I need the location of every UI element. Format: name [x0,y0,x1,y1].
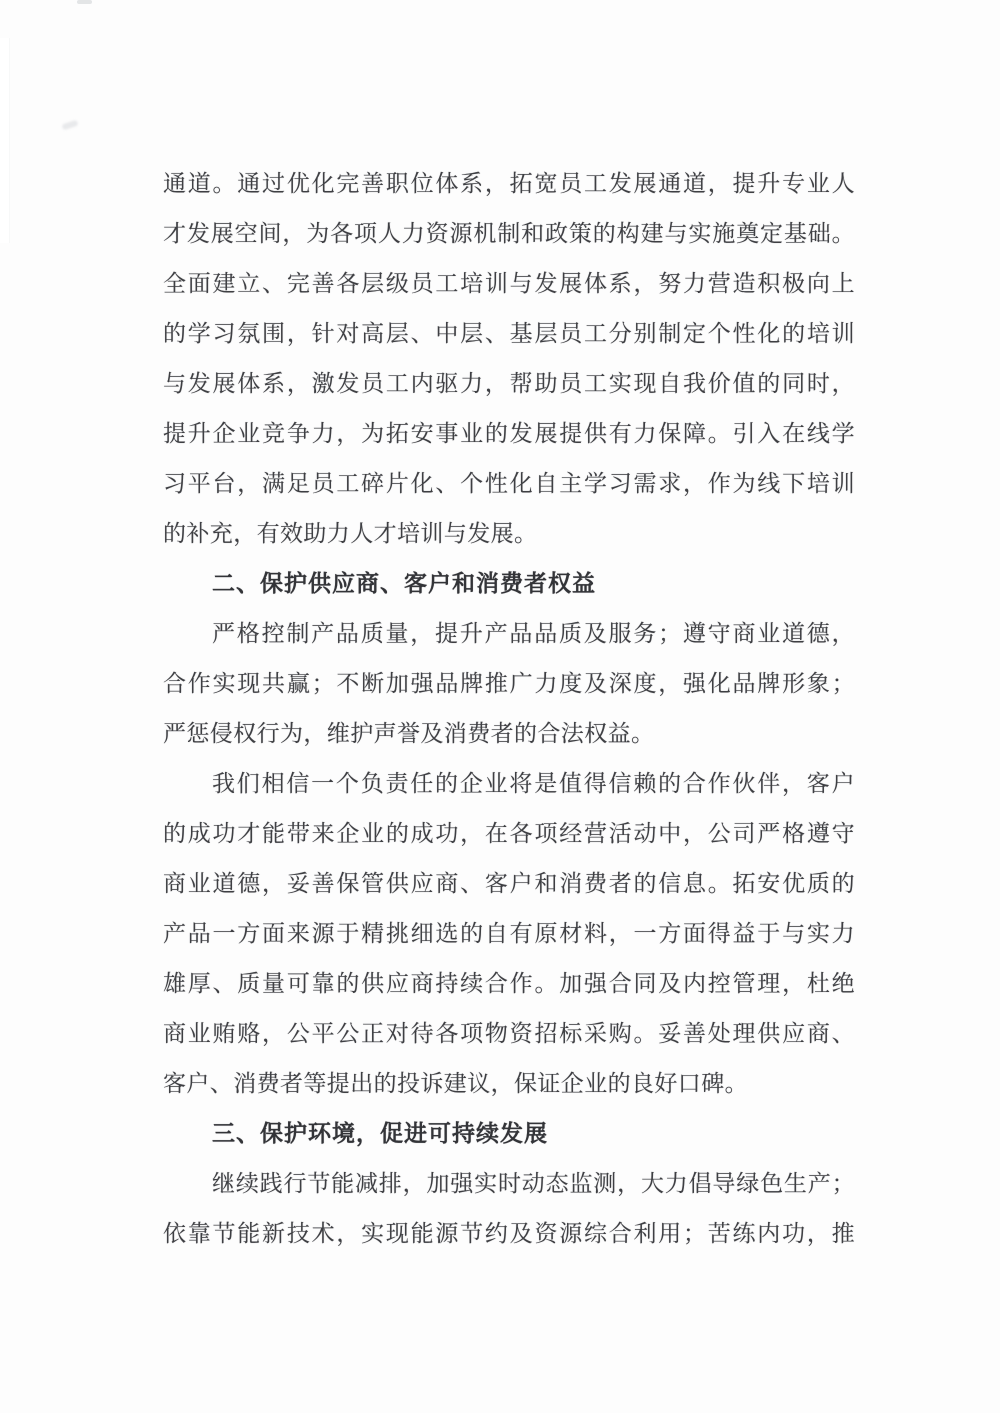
text-line: 我们相信一个负责任的企业将是值得信赖的合作伙伴，客户 [212,771,855,796]
scan-artifact-left-edge [0,38,10,243]
text-line: 与发展体系，激发员工内驱力，帮助员工实现自我价值的同时， [163,371,855,396]
text-line: 全面建立、完善各层级员工培训与发展体系，努力营造积极向上 [163,271,855,296]
text-line: 严格控制产品质量，提升产品品质及服务；遵守商业道德， [212,621,855,646]
text-line: 的学习氛围，针对高层、中层、基层员工分别制定个性化的培训 [163,321,855,346]
text-line: 的成功才能带来企业的成功，在各项经营活动中，公司严格遵守 [163,821,855,846]
text-line: 雄厚、质量可靠的供应商持续合作。加强合同及内控管理，杜绝 [163,971,855,996]
text-line: 习平台，满足员工碎片化、个性化自主学习需求，作为线下培训 [163,471,855,496]
text-line: 合作实现共赢；不断加强品牌推广力度及深度，强化品牌形象； [163,671,855,696]
section-heading: 二、保护供应商、客户和消费者权益 [212,571,596,596]
scan-smudge [61,120,78,131]
scan-artifact-top-mark [77,0,92,4]
text-line: 商业贿赂，公平公正对待各项物资招标采购。妥善处理供应商、 [163,1021,855,1046]
text-line: 商业道德，妥善保管供应商、客户和消费者的信息。拓安优质的 [163,871,855,896]
document-content [163,159,855,1259]
text-line: 的补充，有效助力人才培训与发展。 [163,521,538,546]
text-line: 才发展空间，为各项人力资源机制和政策的构建与实施奠定基础。 [163,221,855,246]
text-line: 依靠节能新技术，实现能源节约及资源综合利用；苦练内功，推 [163,1221,855,1246]
text-line: 产品一方面来源于精挑细选的自有原材料，一方面得益于与实力 [163,921,855,946]
text-line: 客户、消费者等提出的投诉建议，保证企业的良好口碑。 [163,1071,748,1096]
text-line: 提升企业竞争力，为拓安事业的发展提供有力保障。引入在线学 [163,421,855,446]
text-line: 严惩侵权行为，维护声誉及消费者的合法权益。 [163,721,655,746]
text-line: 通道。通过优化完善职位体系，拓宽员工发展通道，提升专业人 [163,171,855,196]
section-heading: 三、保护环境，促进可持续发展 [212,1121,548,1146]
text-line: 继续践行节能减排，加强实时动态监测，大力倡导绿色生产； [212,1171,855,1196]
